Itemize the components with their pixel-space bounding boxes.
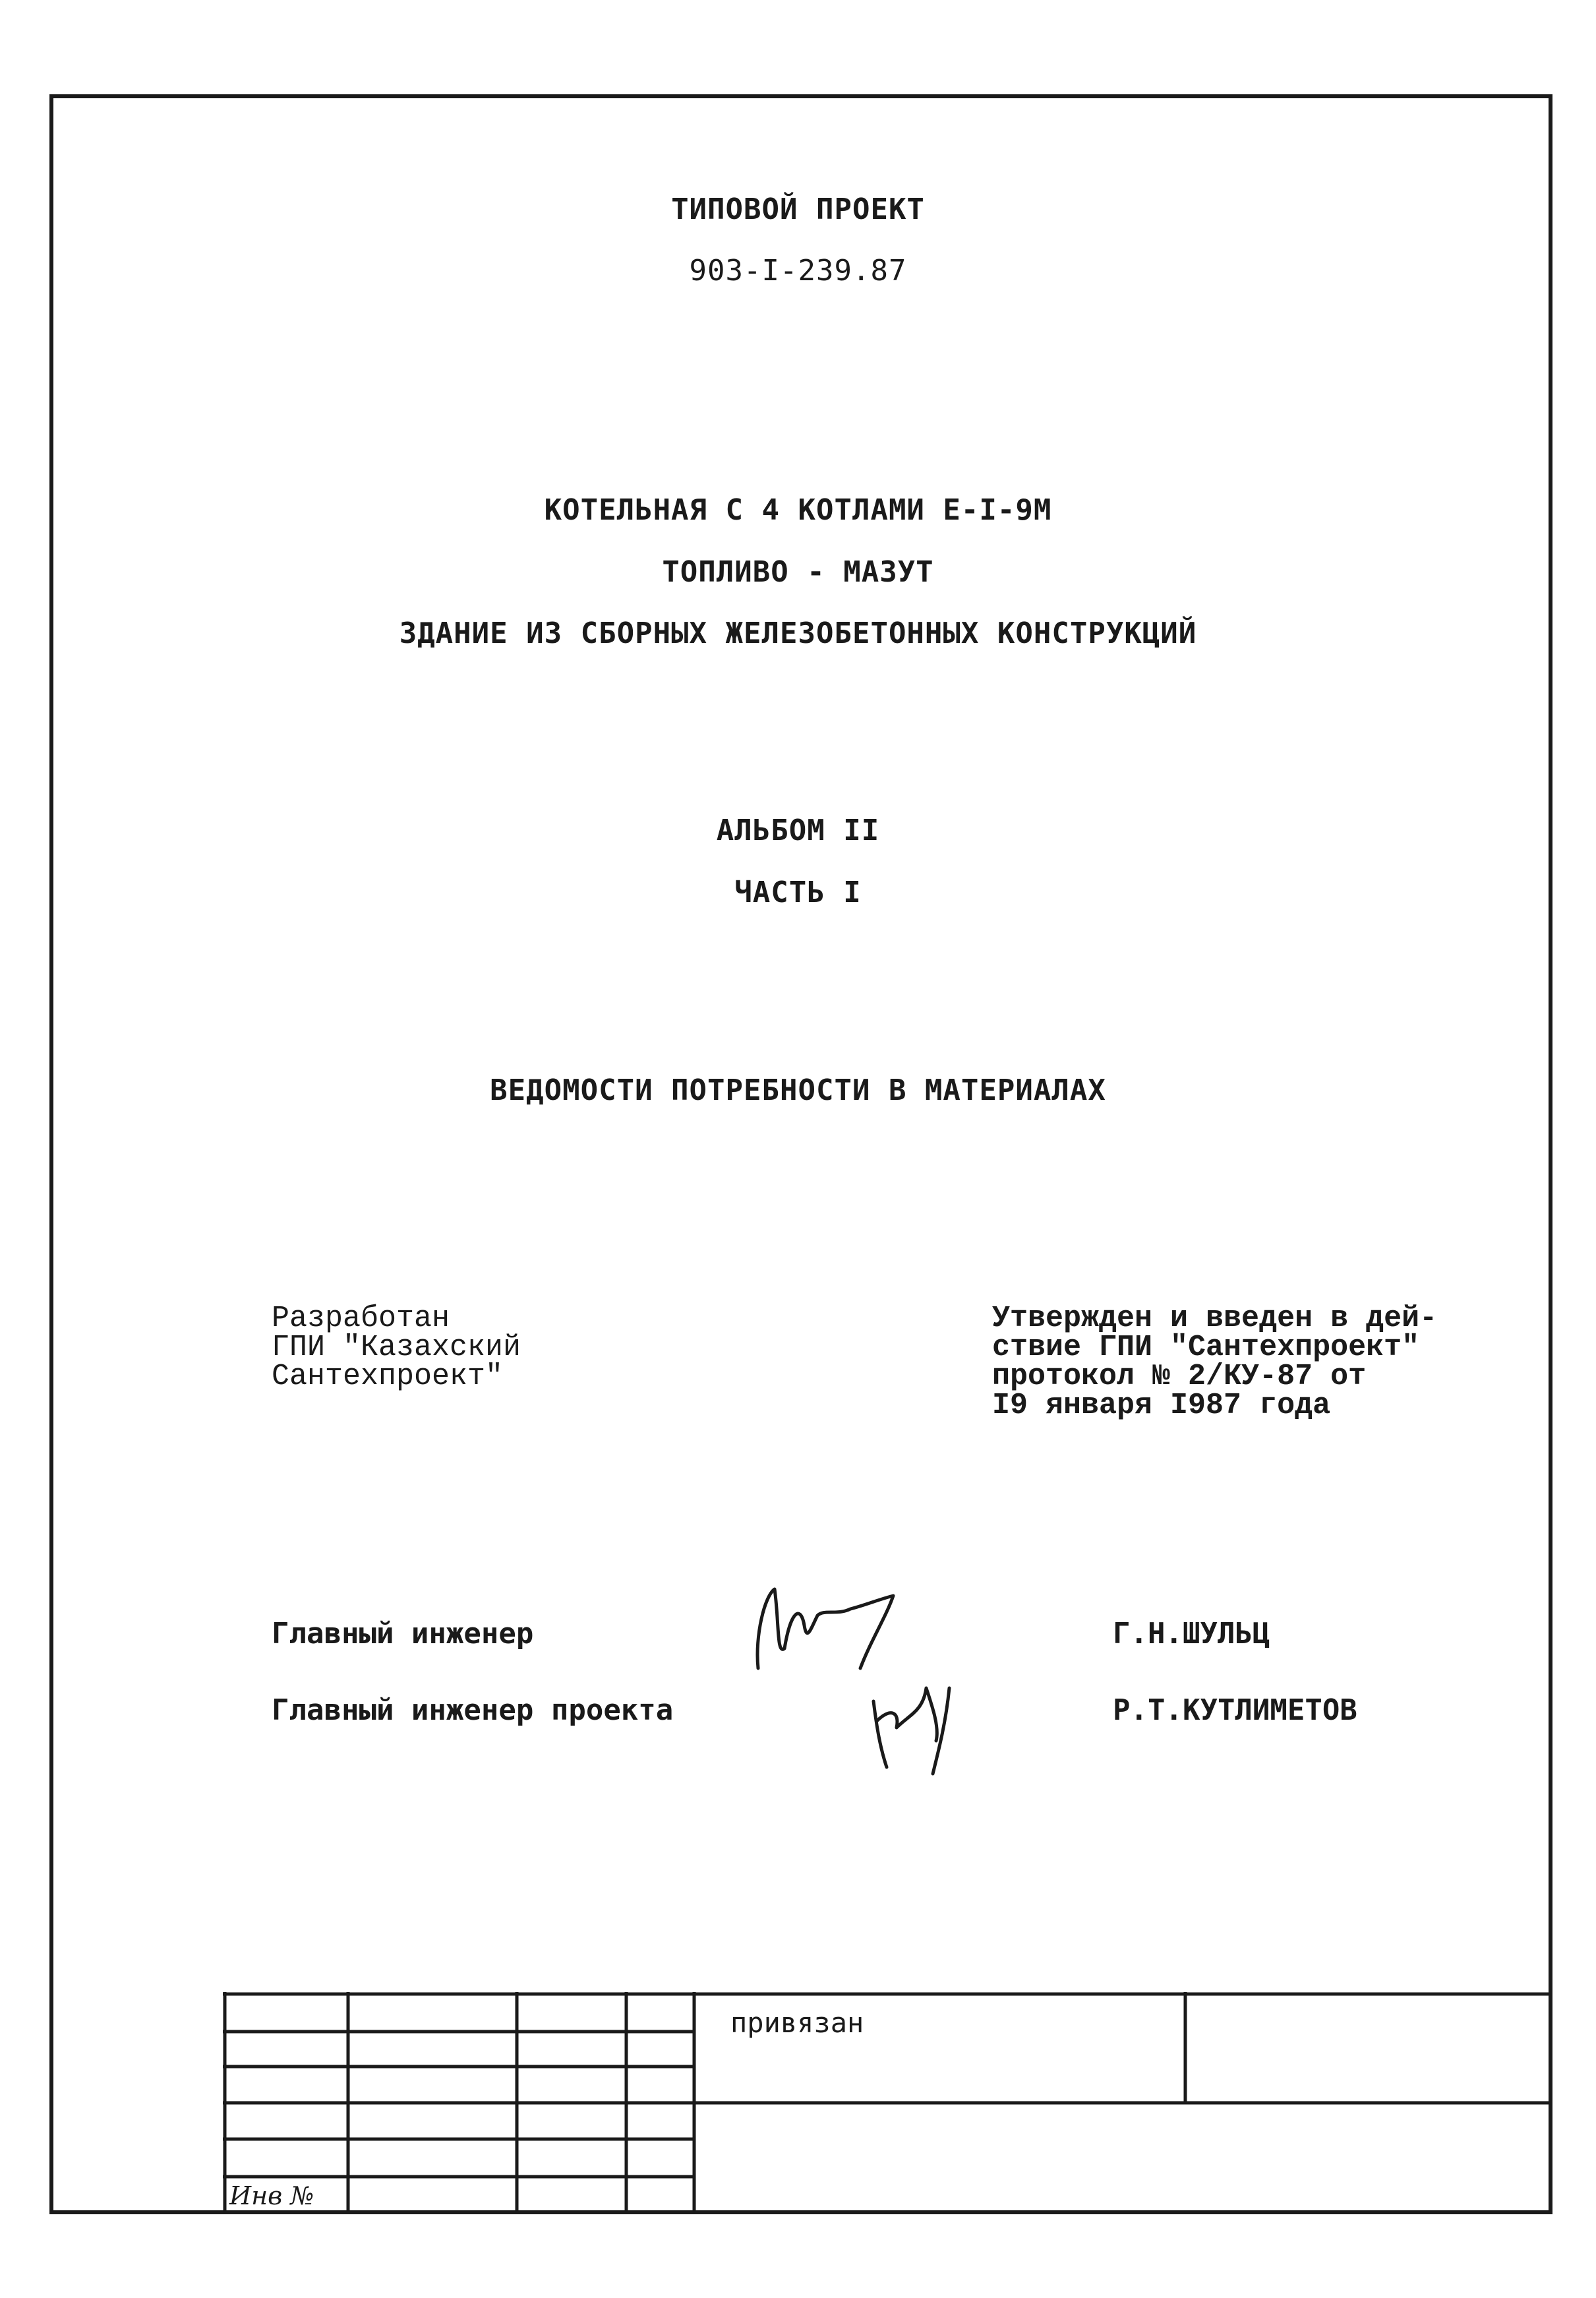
subject-line-2: ТОПЛИВО - МАЗУТ: [662, 555, 934, 589]
developed-line-1: Разработан: [272, 1302, 450, 1335]
approved-line-2: ствие ГПИ "Сантехпроект": [992, 1331, 1420, 1364]
chief-engineer-label: Главный инженер: [272, 1617, 534, 1650]
project-type: ТИПОВОЙ ПРОЕКТ: [671, 193, 925, 226]
document-title: ВЕДОМОСТИ ПОТРЕБНОСТИ В МАТЕРИАЛАХ: [490, 1073, 1106, 1107]
project-number: 903-I-239.87: [689, 254, 907, 287]
approved-line-3: протокол № 2/КУ-87 от: [992, 1360, 1367, 1393]
developed-line-2: ГПИ "Казахский: [272, 1331, 521, 1364]
developed-by-block: [272, 1304, 521, 1391]
part-number: ЧАСТЬ I: [734, 876, 862, 909]
album-number: АЛЬБОМ II: [716, 814, 880, 847]
inventory-number-label: Инв №: [229, 2181, 314, 2210]
approved-line-1: Утвержден и введен в дей-: [992, 1302, 1438, 1335]
chief-engineer-name: Г.Н.ШУЛЬЦ: [1113, 1617, 1270, 1650]
linked-label: привязан: [730, 2007, 864, 2039]
approved-line-4: I9 января I987 года: [992, 1389, 1331, 1422]
subject-line-1: КОТЕЛЬНАЯ С 4 КОТЛАМИ Е-I-9М: [544, 493, 1052, 527]
subject-line-3: ЗДАНИЕ ИЗ СБОРНЫХ ЖЕЛЕЗОБЕТОННЫХ КОНСТРУКЦИЙ: [399, 617, 1197, 650]
approval-block: [992, 1304, 1437, 1420]
chief-project-engineer-label: Главный инженер проекта: [272, 1693, 674, 1727]
handwritten-signatures: [738, 1569, 1015, 1787]
title-block-stamp: [223, 1992, 1552, 2214]
page-frame: [49, 94, 1552, 2214]
chief-project-engineer-name: Р.Т.КУТЛИМЕТОВ: [1113, 1693, 1357, 1727]
developed-line-3: Сантехпроект": [272, 1360, 504, 1393]
